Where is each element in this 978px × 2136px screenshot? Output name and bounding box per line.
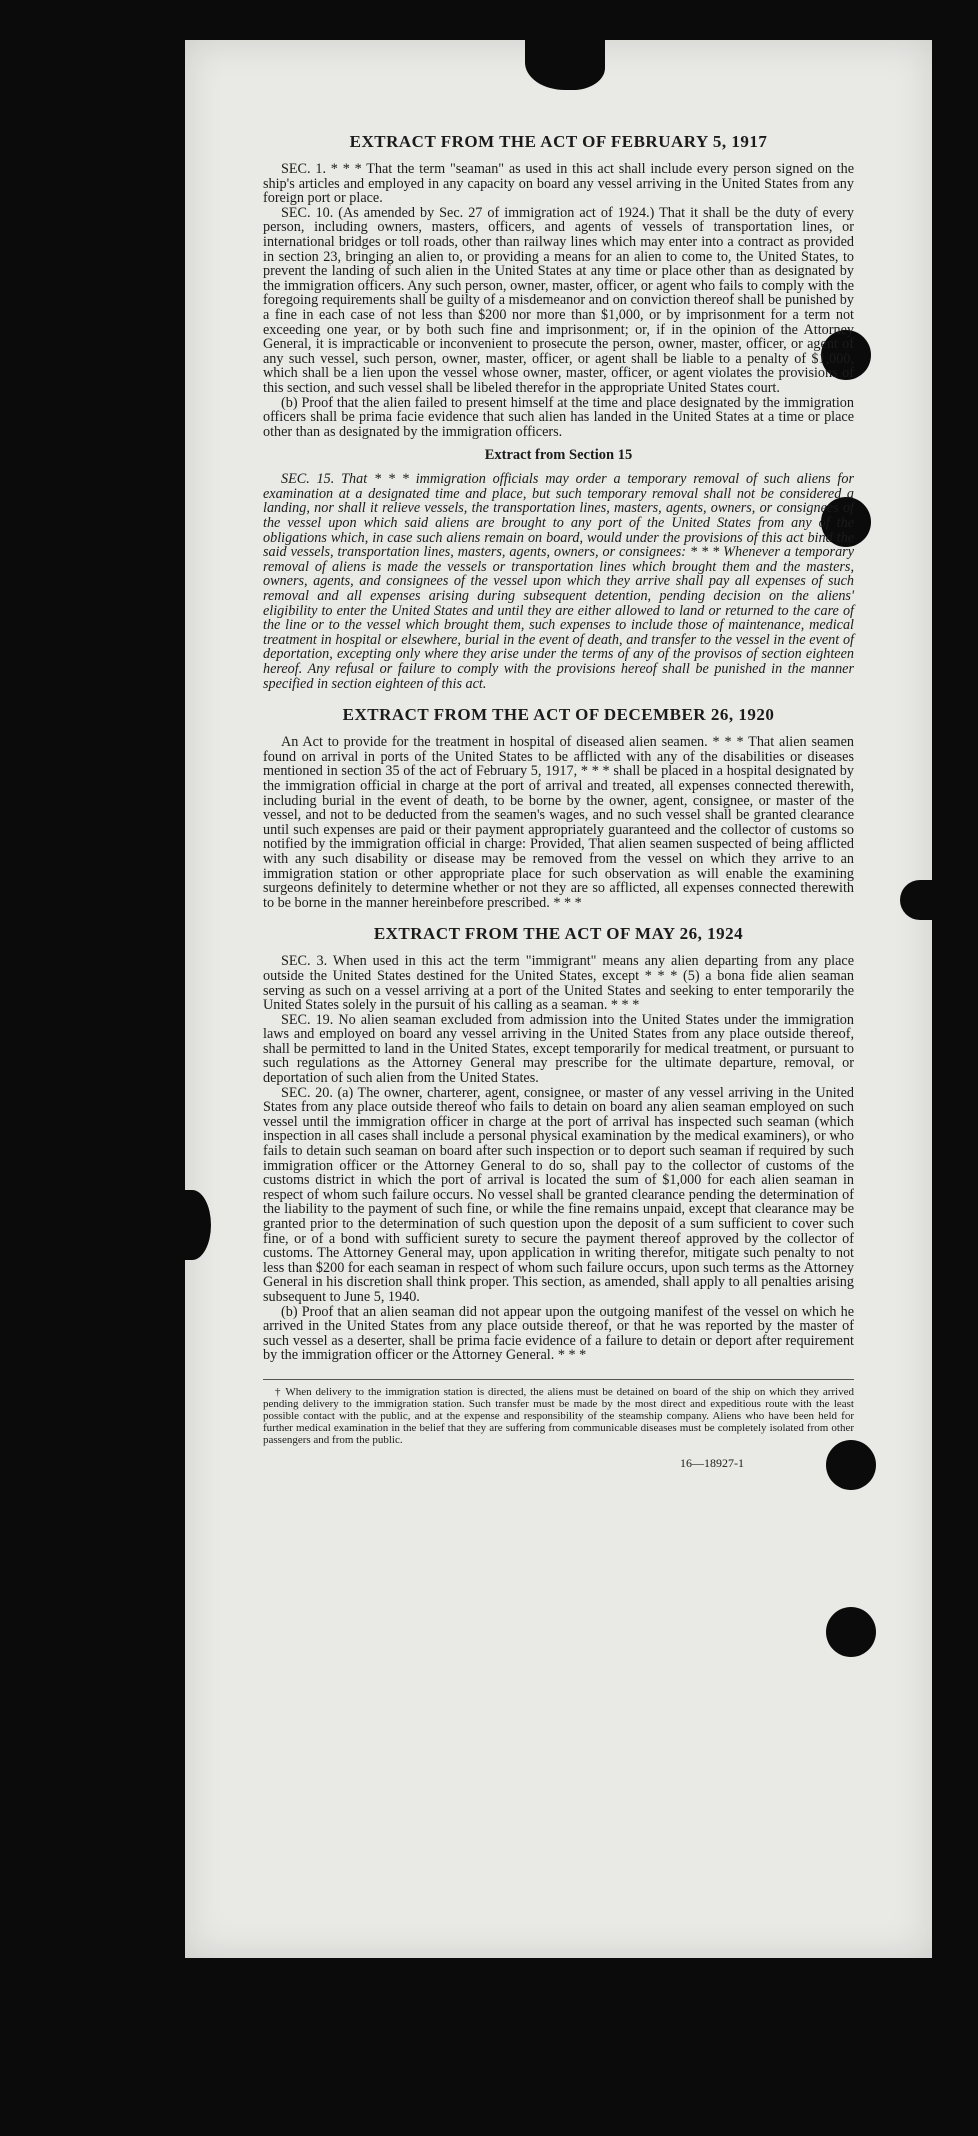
act-1920-paragraph: An Act to provide for the treatment in hospital of diseased alien seamen. * * * That alien seamen found on arrival in ports of the United States to be afflicted with any of the disabilities or diseases mentioned in section 35 of the act of February 5, 1917, * * * shall be placed in a hospital designated by the immigration official in charge at the port of arrival and treated, all expenses connected therewith, including burial in the event of death, to be borne by the owner, agent, consignee, or master of the vessel, and not to be deducted from the seamen's wages, and no such vessel shall be granted clearance until such expenses are paid or their payment appropriately guaranteed and the collector of customs so notified by the immigration official in charge: Provided, That alien seamen suspected of being afflicted with any such disability or disease may be removed from the vessel on which they arrive to an immigration station or other appropriate place for such observation as will enable the examining surgeons definitely to determine whether or not they are so afflicted, all expenses connected therewith to be borne in the manner hereinbefore prescribed. * * * [263, 734, 854, 911]
section-10b-paragraph: (b) Proof that the alien failed to present himself at the time and place designated by the immigration officers shall be prima facie evidence that such alien has landed in the United States at a time or place other than as designated by the immigration officers. [263, 394, 854, 440]
section-10-paragraph: SEC. 10. (As amended by Sec. 27 of immigration act of 1924.) That it shall be the duty of every person, including owners, masters, officers, and agents of vessels of transportation lines, or international bridges or toll roads, other than railway lines which may enter into a contract as provided in section 23, bringing an alien to, or providing a means for an alien to come to, the United States, to prevent the landing of such alien in the United States at any time or place other than as designated by the immigration officers. Any such person, owner, master, officer, or agent who fails to comply with the foregoing requirements shall be guilty of a misdemeanor and on conviction thereof shall be punished by a fine in each case of not less than $200 nor more than $1,000, or by imprisonment for a term not exceeding one year, or by both such fine and imprisonment; or, if in the opinion of the Attorney General, it is impracticable or inconvenient to prosecute the person, owner, master, officer, or agent of any such vessel, such person, owner, master, officer, or agent shall be liable to a penalty of $1,000, which shall be a lien upon the vessel whose owner, master, officer, or agent violates the provisions of this section, and such vessel shall be libeled therefor in the appropriate United States court. [263, 204, 854, 396]
heading-act-1917: EXTRACT FROM THE ACT OF FEBRUARY 5, 1917 [349, 132, 768, 151]
left-tear [173, 1190, 211, 1260]
subheading-section-15: Extract from Section 15 [484, 447, 633, 464]
section-20b-paragraph: (b) Proof that an alien seaman did not appear upon the outgoing manifest of the vessel on which he arrived in the United States from any place outside thereof, or that he was reported by the master of such vessel as a deserter, shall be prima facie evidence of a failure to detain or deport after requirement by the immigration officer or the Attorney General. * * * [263, 1303, 854, 1364]
heading-act-1924: EXTRACT FROM THE ACT OF MAY 26, 1924 [373, 924, 744, 944]
document-page [185, 40, 932, 1958]
section-15-paragraph: SEC. 15. That * * * immigration officials may order a temporary removal of such aliens for examination at a designated time and place, but such temporary removal shall not be considered a landing, nor shall it relieve vessels, the transportation lines, masters, agents, owners, or consignees of the vessel upon which said aliens are brought to any port of the United States from any of the obligations which, in case such aliens remain on board, would under the provisions of this act bind the said vessels, transportation lines, masters, agents, owners, or consignees: * * * Whenever a temporary removal of aliens is made the vessels or transportation lines which brought them and the masters, owners, agents, and consignees of the vessel upon which they arrive shall pay all expenses of such removal and all expenses arising during subsequent detention, pending decision on the aliens' eligibility to enter the United States and until they are either allowed to land or returned to the care of the line or to the vessel which brought them, such expenses to include those of maintenance, medical treatment in hospital or elsewhere, burial in the event of death, and transfer to the vessel in the event of deportation, excepting only where they arise under the terms of any of the provisos of section eighteen hereof. Any refusal or failure to comply with the provisions hereof shall be punished in the manner specified in section eighteen of this act. [263, 471, 854, 692]
right-tear [900, 880, 940, 920]
section-1-paragraph: SEC. 1. * * * That the term "seaman" as used in this act shall include every person signed on the ship's articles and employed in any capacity on board any vessel arriving in the United States from any foreign port or place. [263, 161, 854, 207]
document-body [263, 128, 854, 1471]
heading-act-1920: EXTRACT FROM THE ACT OF DECEMBER 26, 1920 [342, 705, 775, 725]
section-19-paragraph: SEC. 19. No alien seaman excluded from admission into the United States under the immigration laws and employed on board any vessel arriving in the United States from any place outside thereof, shall be permitted to land in the United States, except temporarily for medical treatment, or pursuant to such regulations as the Attorney General may prescribe for the ultimate departure, removal, or deportation of such alien from the United States. [263, 1011, 854, 1087]
top-tear [525, 35, 605, 90]
form-number: 16—18927-1 [680, 1455, 744, 1470]
section-3-paragraph: SEC. 3. When used in this act the term "immigrant" means any alien departing from any place outside the United States destined for the United States, except * * * (5) a bona fide alien seaman serving as such on a vessel arriving at a port of the United States and seeking to enter temporarily the United States solely in the pursuit of his calling as a seaman. * * * [263, 953, 854, 1014]
footnote: † When delivery to the immigration station is directed, the aliens must be detained on board of the ship on which they arrived pending delivery to the immigration station. Such transfer must be made by the most direct and expeditious route with the least possible contact with the public, and at the expense and responsibility of the steamship company. Aliens who have been held for further medical examination in the belief that they are suffering from communicable diseases must be completely isolated from other passengers and from the public. [263, 1379, 854, 1446]
section-20a-paragraph: SEC. 20. (a) The owner, charterer, agent, consignee, or master of any vessel arriving in the United States from any place outside thereof who fails to detain on board any alien seaman employed on such vessel until the immigration officer in charge at the port of arrival has inspected such seaman (which inspection in all cases shall include a personal physical examination by the medical examiners), or who fails to detain such seaman on board after such inspection or to deport such seaman if required by such immigration officer or the Attorney General to do so, shall pay to the collector of customs of the customs district in which the port of arrival is located the sum of $1,000 for each alien seaman in respect of whom such failure occurs. No vessel shall be granted clearance pending the determination of the liability to the payment of such fine, or while the fine remains unpaid, except that clearance may be granted prior to the determination of such question upon the deposit of a sum sufficient to cover such fine, or of a bond with sufficient surety to secure the payment thereof approved by the collector of customs. The Attorney General may, upon application in writing therefor, mitigate such penalty to not less than $200 for each seaman in respect of whom such failure occurs, upon such terms as the Attorney General in his discretion shall think proper. This section, as amended, shall apply to all penalties arising subsequent to June 5, 1940. [263, 1084, 854, 1305]
punch-hole [826, 1607, 876, 1657]
